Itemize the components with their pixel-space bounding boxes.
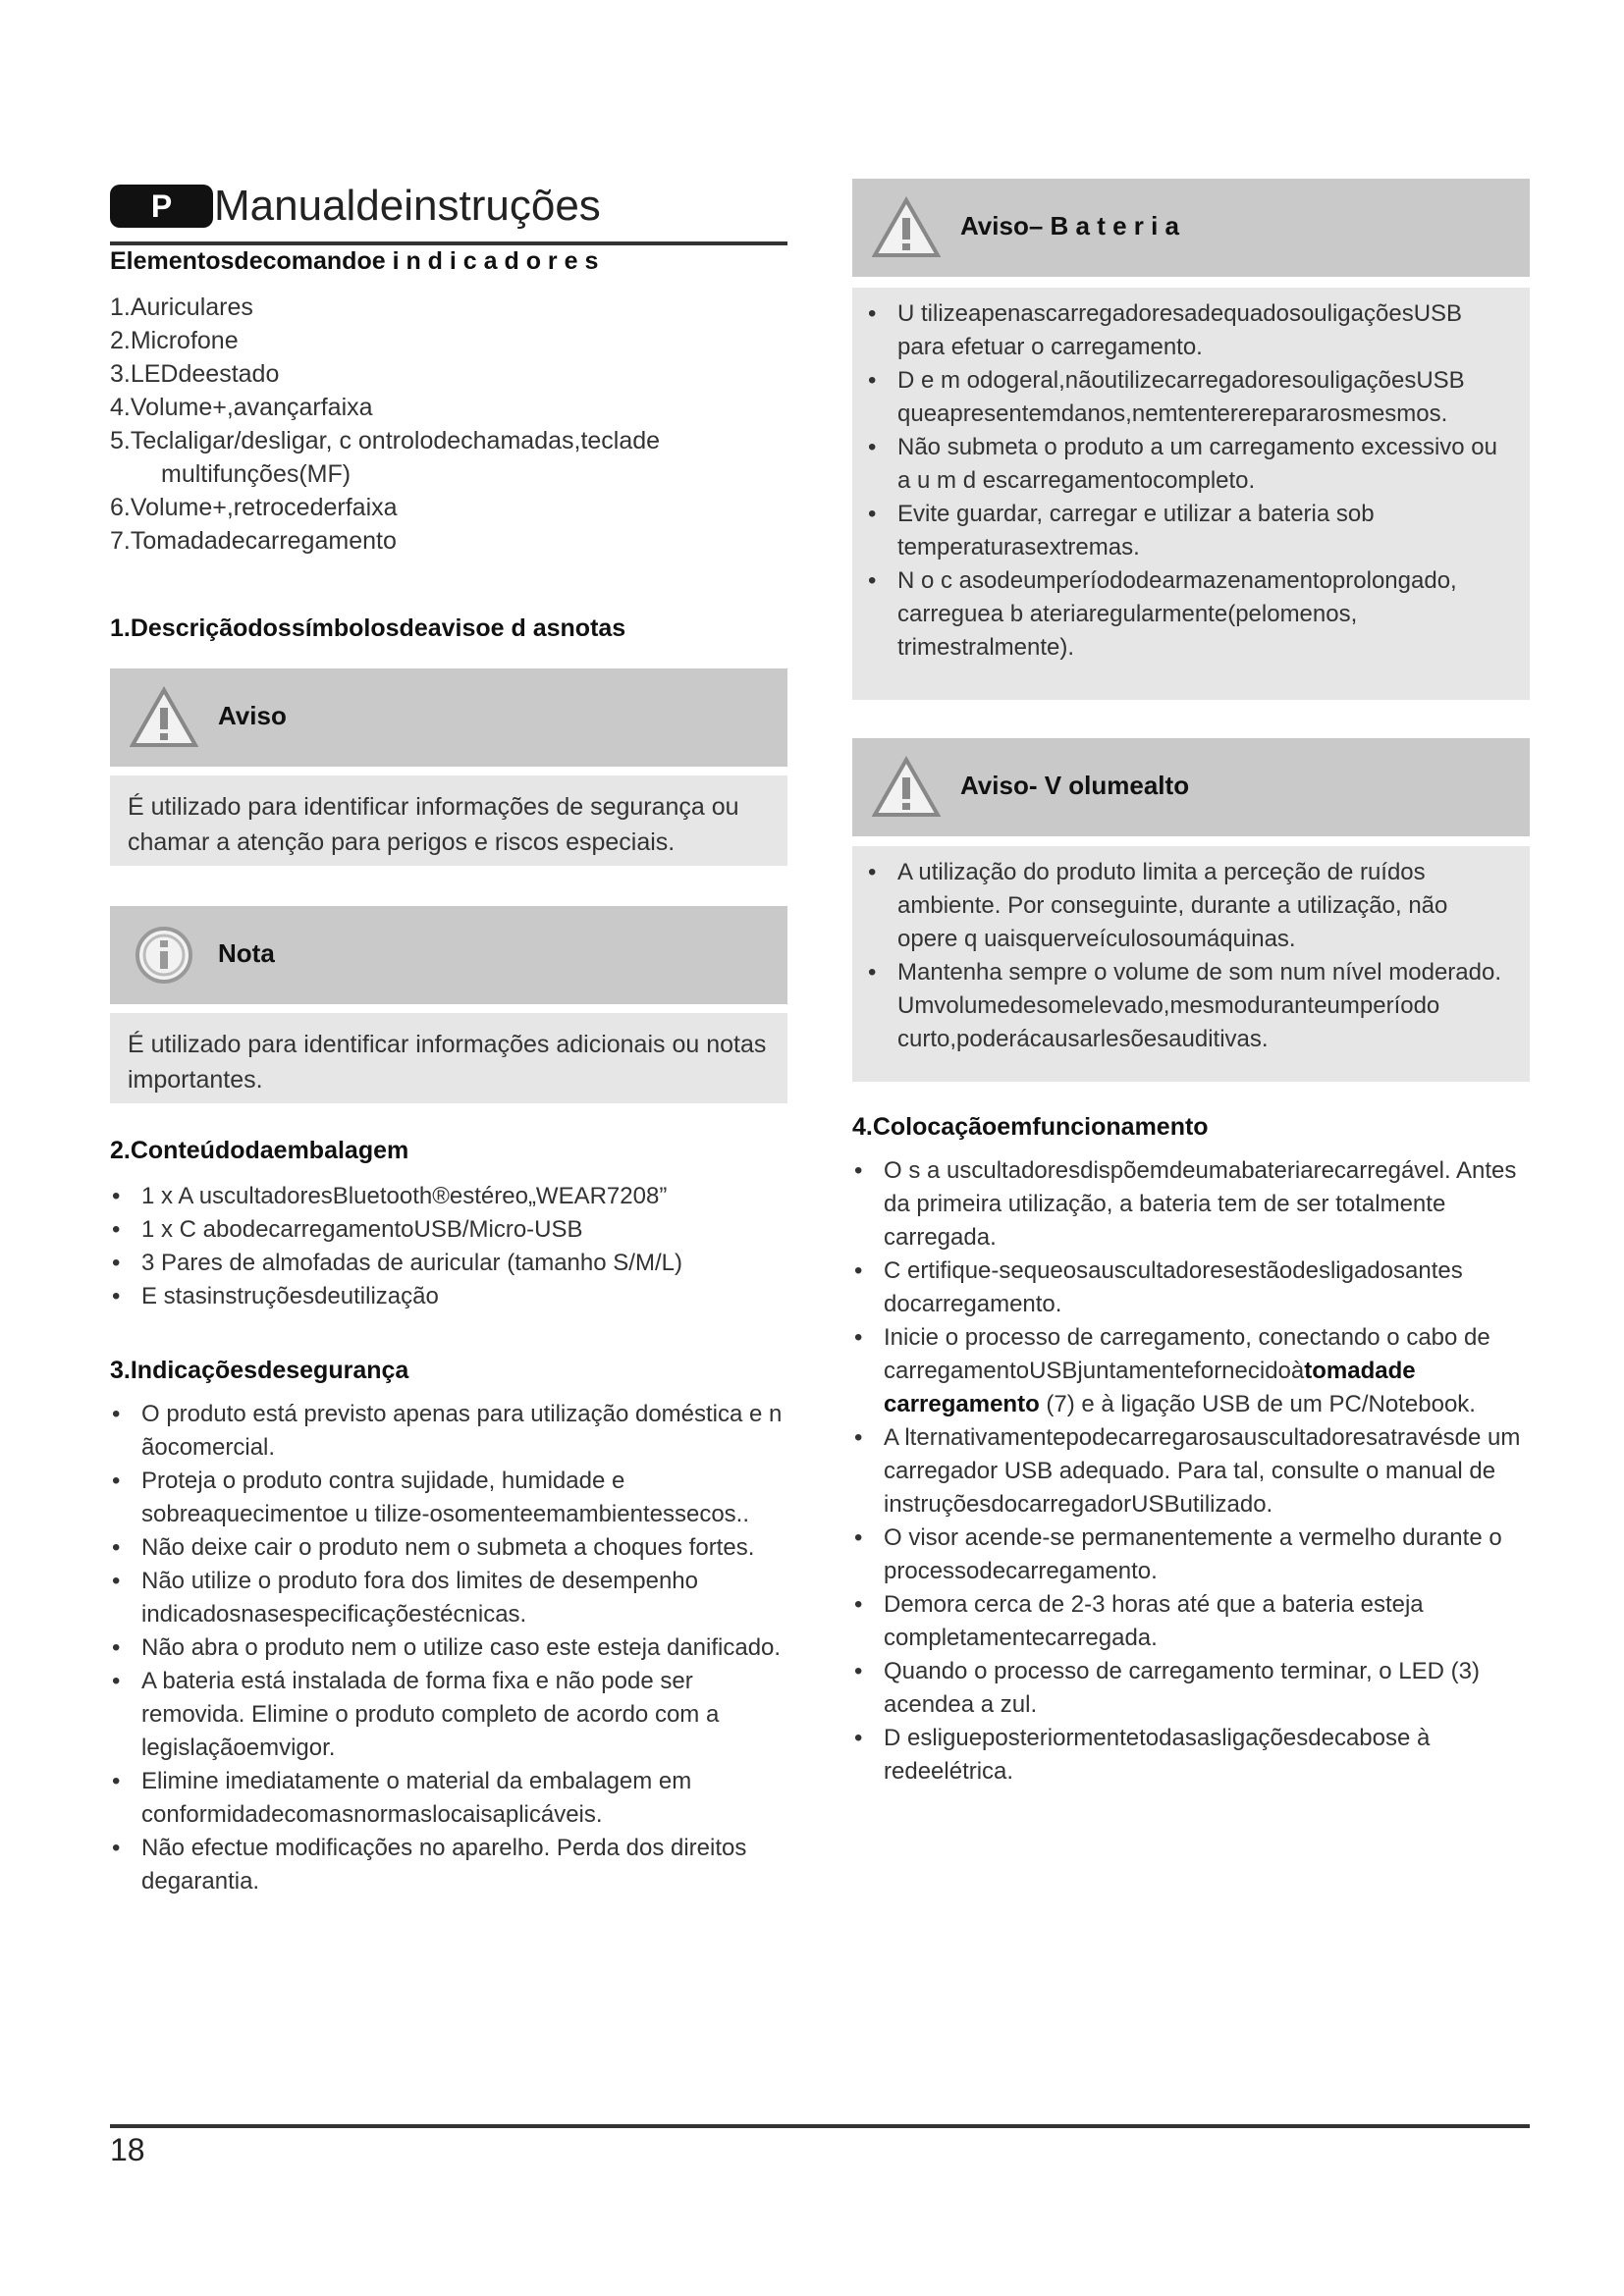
list-item: • D esligueposteriormentetodasasligaçõesdecabose à redeelétrica.	[852, 1722, 1530, 1789]
op-bold-text: tomadade carregamento	[884, 1358, 1416, 1417]
operation-heading: 4.Colocaçãoemfuncionamento	[852, 1113, 1209, 1141]
symbols-heading: 1.Descriçãodossímbolosdeavisoe d asnotas	[110, 614, 626, 642]
list-item: • Evite guardar, carregar e utilizar a bateria sob temperaturasextremas.	[866, 498, 1514, 564]
list-item: • Não efectue modificações no aparelho. Perda dos direitos degarantia.	[110, 1832, 787, 1898]
list-item: • Proteja o produto contra sujidade, humidade e sobreaquecimentoe u tilize-osomenteemambientessecos..	[110, 1465, 787, 1531]
battery-box-header	[852, 179, 1530, 277]
nota-text: É utilizado para identificar informações adicionais ou notas importantes.	[128, 1031, 767, 1094]
op-text: (7) e à ligação USB de um PC/Notebook.	[1046, 1391, 1476, 1417]
warning-icon	[872, 756, 941, 819]
package-list	[110, 1180, 787, 1313]
list-item: multifunções(MF)	[161, 460, 352, 488]
list-item: • Não utilize o produto fora dos limites de desempenho indicadosnasespecificaçõestécnicas.	[110, 1565, 787, 1631]
list-item: 6.Volume+,retrocederfaixa	[110, 494, 398, 521]
list-item: • Não abra o produto nem o utilize caso este esteja danificado.	[110, 1631, 787, 1665]
list-item: 2.Microfone	[110, 327, 239, 354]
list-item: 1.Auriculares	[110, 294, 253, 321]
list-item: • U tilizeapenascarregadoresadequadosouligaçõesUSB para efetuar o carregamento.	[866, 297, 1514, 364]
footer-divider	[110, 2124, 1530, 2128]
list-item: • A bateria está instalada de forma fixa e não pode ser removida. Elimine o produto completo de acordo com a legislaçãoemvigor.	[110, 1665, 787, 1765]
aviso-box-body	[110, 775, 787, 866]
page-number: 18	[110, 2132, 145, 2167]
aviso-text: É utilizado para identificar informações de segurança ou chamar a atenção para perigos e riscos especiais.	[128, 793, 739, 856]
list-item: • A lternativamentepodecarregarosauscultadoresatravésde um carregador USB adequado. Para tal, consulte o manual de instruçõesdocarregadorUSButilizado.	[852, 1421, 1530, 1522]
language-badge: P	[110, 185, 213, 228]
volume-label: Aviso- V olumealto	[960, 771, 1190, 800]
info-icon	[130, 924, 198, 987]
battery-box-body	[852, 288, 1530, 700]
battery-list	[866, 297, 1514, 665]
list-item: • 1 x A uscultadoresBluetooth®estéreo„WEAR7208”	[110, 1180, 787, 1213]
list-item: • E stasinstruçõesdeutilização	[110, 1280, 787, 1313]
list-item: 5.Teclaligar/desligar, c ontrolodechamadas,teclade	[110, 427, 661, 454]
battery-label: Aviso– B a t e r i a	[960, 211, 1180, 240]
list-item: • Não deixe cair o produto nem o submeta a choques fortes.	[110, 1531, 787, 1565]
list-item: • Não submeta o produto a um carregamento excessivo ou a u m d escarregamentocompleto.	[866, 431, 1514, 498]
list-item: • O produto está previsto apenas para utilização doméstica e n ãocomercial.	[110, 1398, 787, 1465]
list-item	[852, 1321, 1530, 1421]
list-item: • O visor acende-se permanentemente a vermelho durante o processodecarregamento.	[852, 1522, 1530, 1588]
safety-heading: 3.Indicaçõesdesegurança	[110, 1357, 409, 1384]
package-heading: 2.Conteúdodaembalagem	[110, 1137, 409, 1164]
nota-label: Nota	[218, 938, 275, 968]
title-bar	[110, 179, 787, 245]
safety-list	[110, 1398, 787, 1898]
list-item: • D e m odogeral,nãoutilizecarregadoresouligaçõesUSB queapresentemdanos,nemtentererepararosmesmos.	[866, 364, 1514, 431]
controls-list	[110, 291, 787, 558]
controls-heading: Elementosdecomandoe i n d i c a d o r e s	[110, 247, 599, 275]
list-item: • Elimine imediatamente o material da embalagem em conformidadecomasnormaslocaisaplicáveis.	[110, 1765, 787, 1832]
list-item: • A utilização do produto limita a perceção de ruídos ambiente. Por conseguinte, durante a utilização, não opere q uaisquerveículosoumáquinas.	[866, 856, 1514, 956]
list-item: • N o c asodeumperíododearmazenamentoprolongado, carreguea b ateriaregularmente(pelomenos, trimestralmente).	[866, 564, 1514, 665]
list-item: 4.Volume+,avançarfaixa	[110, 394, 373, 421]
list-item: • C ertifique-sequeosauscultadoresestãodesligadosantes docarregamento.	[852, 1255, 1530, 1321]
page-title: Manualdeinstruções	[214, 182, 601, 230]
aviso-label: Aviso	[218, 701, 287, 730]
operation-list	[852, 1154, 1530, 1789]
list-item: • 1 x C abodecarregamentoUSB/Micro-USB	[110, 1213, 787, 1247]
volume-list	[866, 856, 1514, 1056]
list-item: • Mantenha sempre o volume de som num nível moderado. Umvolumedesomelevado,mesmoduranteumperíodo curto,poderácausarlesõesauditivas.	[866, 956, 1514, 1056]
list-item: • 3 Pares de almofadas de auricular (tamanho S/M/L)	[110, 1247, 787, 1280]
list-item: • Demora cerca de 2-3 horas até que a bateria esteja completamentecarregada.	[852, 1588, 1530, 1655]
list-item: • Quando o processo de carregamento terminar, o LED (3) acendea a zul.	[852, 1655, 1530, 1722]
nota-box-header	[110, 906, 787, 1004]
list-item: • O s a uscultadoresdispõemdeumabateriarecarregável. Antes da primeira utilização, a bateria tem de ser totalmente carregada.	[852, 1154, 1530, 1255]
warning-icon	[872, 196, 941, 259]
volume-box-header	[852, 738, 1530, 836]
nota-box-body	[110, 1013, 787, 1103]
op-text: Inicie o processo de carregamento, conectando o cabo de carregamentoUSBjuntamentefornecidoà	[884, 1324, 1490, 1384]
list-item: 7.Tomadadecarregamento	[110, 527, 397, 555]
warning-icon	[130, 686, 198, 749]
list-item: 3.LEDdeestado	[110, 360, 280, 388]
aviso-box-header	[110, 668, 787, 767]
volume-box-body	[852, 846, 1530, 1082]
